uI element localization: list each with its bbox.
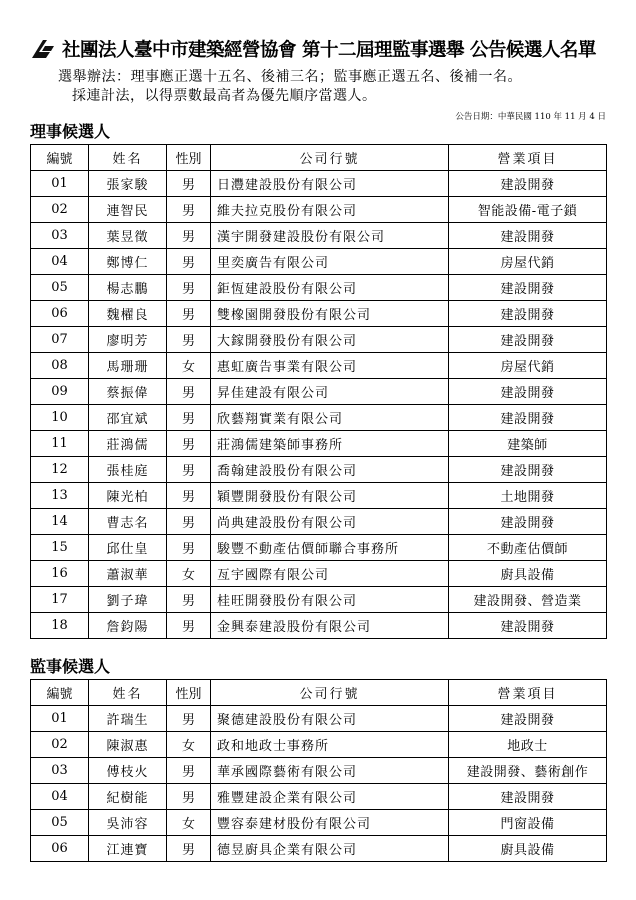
cell-company: 德昱廚具企業有限公司 (211, 836, 449, 862)
cell-business: 建設開發 (449, 784, 607, 810)
table-row (31, 810, 607, 836)
cell-name: 連智民 (89, 197, 167, 223)
cell-no: 05 (31, 275, 89, 301)
supervisors-table-body (31, 706, 607, 862)
directors-table (30, 144, 607, 639)
cell-business: 房屋代銷 (449, 353, 607, 379)
cell-name: 曹志名 (89, 509, 167, 535)
cell-business: 門窗設備 (449, 810, 607, 836)
cell-no: 06 (31, 301, 89, 327)
cell-sex: 男 (167, 275, 211, 301)
cell-no: 04 (31, 249, 89, 275)
cell-name: 莊鴻儒 (89, 431, 167, 457)
cell-sex: 女 (167, 353, 211, 379)
table-row (31, 836, 607, 862)
cell-company: 漢宇開發建設股份有限公司 (211, 223, 449, 249)
cell-sex: 男 (167, 836, 211, 862)
cell-company: 華承國際藝術有限公司 (211, 758, 449, 784)
cell-business: 廚具設備 (449, 836, 607, 862)
cell-name: 詹鈞陽 (89, 613, 167, 639)
cell-business: 地政士 (449, 732, 607, 758)
cell-name: 張家駿 (89, 171, 167, 197)
cell-company: 日灃建設股份有限公司 (211, 171, 449, 197)
cell-no: 14 (31, 509, 89, 535)
cell-no: 10 (31, 405, 89, 431)
table-row (31, 379, 607, 405)
column-header-sex: 性別 (167, 145, 211, 171)
cell-name: 邵宜斌 (89, 405, 167, 431)
cell-sex: 男 (167, 249, 211, 275)
cell-company: 莊鴻儒建築師事務所 (211, 431, 449, 457)
cell-no: 12 (31, 457, 89, 483)
cell-name: 蕭淑華 (89, 561, 167, 587)
cell-company: 雅豐建設企業有限公司 (211, 784, 449, 810)
column-header-company: 公司行號 (211, 145, 449, 171)
table-header-row (31, 145, 607, 171)
cell-sex: 男 (167, 535, 211, 561)
cell-no: 04 (31, 784, 89, 810)
cell-business: 建設開發、營造業 (449, 587, 607, 613)
cell-no: 11 (31, 431, 89, 457)
cell-company: 穎豐開發股份有限公司 (211, 483, 449, 509)
cell-name: 楊志鵬 (89, 275, 167, 301)
table-row (31, 275, 607, 301)
table-row (31, 223, 607, 249)
cell-business: 建設開發、藝術創作 (449, 758, 607, 784)
cell-company: 惠虹廣告事業有限公司 (211, 353, 449, 379)
cell-company: 駿豐不動產估價師聯合事務所 (211, 535, 449, 561)
election-rules-line-2: 採連計法，以得票數最高者為優先順序當選人。 (72, 88, 377, 104)
cell-name: 鄭博仁 (89, 249, 167, 275)
cell-business: 建設開發 (449, 379, 607, 405)
cell-sex: 男 (167, 301, 211, 327)
cell-name: 魏櫂良 (89, 301, 167, 327)
cell-sex: 男 (167, 587, 211, 613)
cell-no: 07 (31, 327, 89, 353)
table-row (31, 561, 607, 587)
cell-name: 傅枝火 (89, 758, 167, 784)
table-row (31, 457, 607, 483)
election-rules (58, 68, 618, 106)
cell-sex: 男 (167, 758, 211, 784)
cell-business: 廚具設備 (449, 561, 607, 587)
cell-business: 建設開發 (449, 613, 607, 639)
cell-sex: 男 (167, 197, 211, 223)
cell-name: 陳光柏 (89, 483, 167, 509)
column-header-name: 姓名 (89, 145, 167, 171)
cell-business: 房屋代銷 (449, 249, 607, 275)
cell-no: 18 (31, 613, 89, 639)
column-header-sex: 性別 (167, 680, 211, 706)
table-row (31, 431, 607, 457)
column-header-company: 公司行號 (211, 680, 449, 706)
announcement-date: 公告日期：中華民國 110 年 11 月 4 日 (455, 112, 606, 122)
table-row (31, 784, 607, 810)
table-row (31, 509, 607, 535)
table-row (31, 249, 607, 275)
document-title: 社團法人臺中市建築經營協會 第十二屆理監事選舉 公告候選人名單 (62, 40, 596, 61)
cell-name: 廖明芳 (89, 327, 167, 353)
cell-sex: 男 (167, 509, 211, 535)
table-header-row (31, 680, 607, 706)
cell-company: 雙橡園開發股份有限公司 (211, 301, 449, 327)
column-header-name: 姓名 (89, 680, 167, 706)
table-row (31, 353, 607, 379)
cell-business: 建設開發 (449, 509, 607, 535)
cell-business: 建設開發 (449, 171, 607, 197)
cell-business: 建設開發 (449, 301, 607, 327)
cell-name: 葉昱徵 (89, 223, 167, 249)
cell-company: 聚德建設股份有限公司 (211, 706, 449, 732)
cell-name: 蔡振偉 (89, 379, 167, 405)
cell-name: 許瑞生 (89, 706, 167, 732)
table-row (31, 171, 607, 197)
election-rules-line-1: 選舉辦法：理事應正選十五名、後補三名；監事應正選五名、後補一名。 (58, 69, 522, 85)
cell-sex: 男 (167, 405, 211, 431)
cell-company: 昇佳建設有限公司 (211, 379, 449, 405)
cell-no: 09 (31, 379, 89, 405)
cell-business: 土地開發 (449, 483, 607, 509)
cell-business: 建設開發 (449, 706, 607, 732)
supervisors-section-title: 監事候選人 (30, 657, 111, 676)
cell-no: 03 (31, 758, 89, 784)
table-row (31, 758, 607, 784)
cell-business: 建設開發 (449, 223, 607, 249)
cell-company: 大鎵開發股份有限公司 (211, 327, 449, 353)
column-header-business: 營業項目 (449, 145, 607, 171)
cell-company: 鉅恆建設股份有限公司 (211, 275, 449, 301)
cell-company: 金興泰建設股份有限公司 (211, 613, 449, 639)
cell-company: 里奕廣告有限公司 (211, 249, 449, 275)
table-row (31, 535, 607, 561)
cell-sex: 男 (167, 784, 211, 810)
cell-name: 劉子瑋 (89, 587, 167, 613)
cell-name: 邱仕皇 (89, 535, 167, 561)
cell-no: 08 (31, 353, 89, 379)
cell-company: 亙宇國際有限公司 (211, 561, 449, 587)
cell-name: 陳淑惠 (89, 732, 167, 758)
table-row (31, 301, 607, 327)
cell-business: 建設開發 (449, 457, 607, 483)
cell-sex: 男 (167, 431, 211, 457)
cell-name: 紀樹能 (89, 784, 167, 810)
cell-sex: 男 (167, 457, 211, 483)
column-header-business: 營業項目 (449, 680, 607, 706)
cell-name: 馬珊珊 (89, 353, 167, 379)
cell-business: 建設開發 (449, 405, 607, 431)
cell-sex: 男 (167, 327, 211, 353)
cell-no: 03 (31, 223, 89, 249)
cell-no: 16 (31, 561, 89, 587)
cell-sex: 男 (167, 706, 211, 732)
cell-company: 喬翰建設股份有限公司 (211, 457, 449, 483)
cell-sex: 男 (167, 223, 211, 249)
cell-sex: 男 (167, 171, 211, 197)
cell-no: 17 (31, 587, 89, 613)
cell-sex: 女 (167, 810, 211, 836)
table-row (31, 197, 607, 223)
cell-name: 江連寶 (89, 836, 167, 862)
table-row (31, 587, 607, 613)
directors-section-title: 理事候選人 (30, 122, 111, 141)
table-row (31, 405, 607, 431)
cell-sex: 女 (167, 561, 211, 587)
association-logo-icon (30, 38, 56, 60)
cell-business: 建設開發 (449, 327, 607, 353)
table-row (31, 613, 607, 639)
cell-no: 13 (31, 483, 89, 509)
cell-no: 06 (31, 836, 89, 862)
cell-company: 維夫拉克股份有限公司 (211, 197, 449, 223)
table-row (31, 483, 607, 509)
cell-name: 吳沛容 (89, 810, 167, 836)
table-row (31, 327, 607, 353)
table-row (31, 706, 607, 732)
cell-business: 智能設備-電子鎖 (449, 197, 607, 223)
cell-business: 建築師 (449, 431, 607, 457)
cell-sex: 男 (167, 483, 211, 509)
cell-company: 豐容泰建材股份有限公司 (211, 810, 449, 836)
cell-company: 桂旺開發股份有限公司 (211, 587, 449, 613)
table-row (31, 732, 607, 758)
cell-business: 不動產估價師 (449, 535, 607, 561)
column-header-no: 編號 (31, 680, 89, 706)
cell-sex: 男 (167, 379, 211, 405)
cell-company: 尚典建設股份有限公司 (211, 509, 449, 535)
cell-no: 02 (31, 197, 89, 223)
cell-company: 欣藝翔實業有限公司 (211, 405, 449, 431)
cell-no: 15 (31, 535, 89, 561)
document-header (30, 36, 610, 62)
cell-no: 01 (31, 706, 89, 732)
cell-company: 政和地政士事務所 (211, 732, 449, 758)
column-header-no: 編號 (31, 145, 89, 171)
supervisors-table (30, 679, 607, 862)
cell-no: 05 (31, 810, 89, 836)
directors-table-body (31, 171, 607, 639)
cell-business: 建設開發 (449, 275, 607, 301)
cell-no: 02 (31, 732, 89, 758)
cell-sex: 男 (167, 613, 211, 639)
cell-no: 01 (31, 171, 89, 197)
cell-name: 張桂庭 (89, 457, 167, 483)
cell-sex: 女 (167, 732, 211, 758)
